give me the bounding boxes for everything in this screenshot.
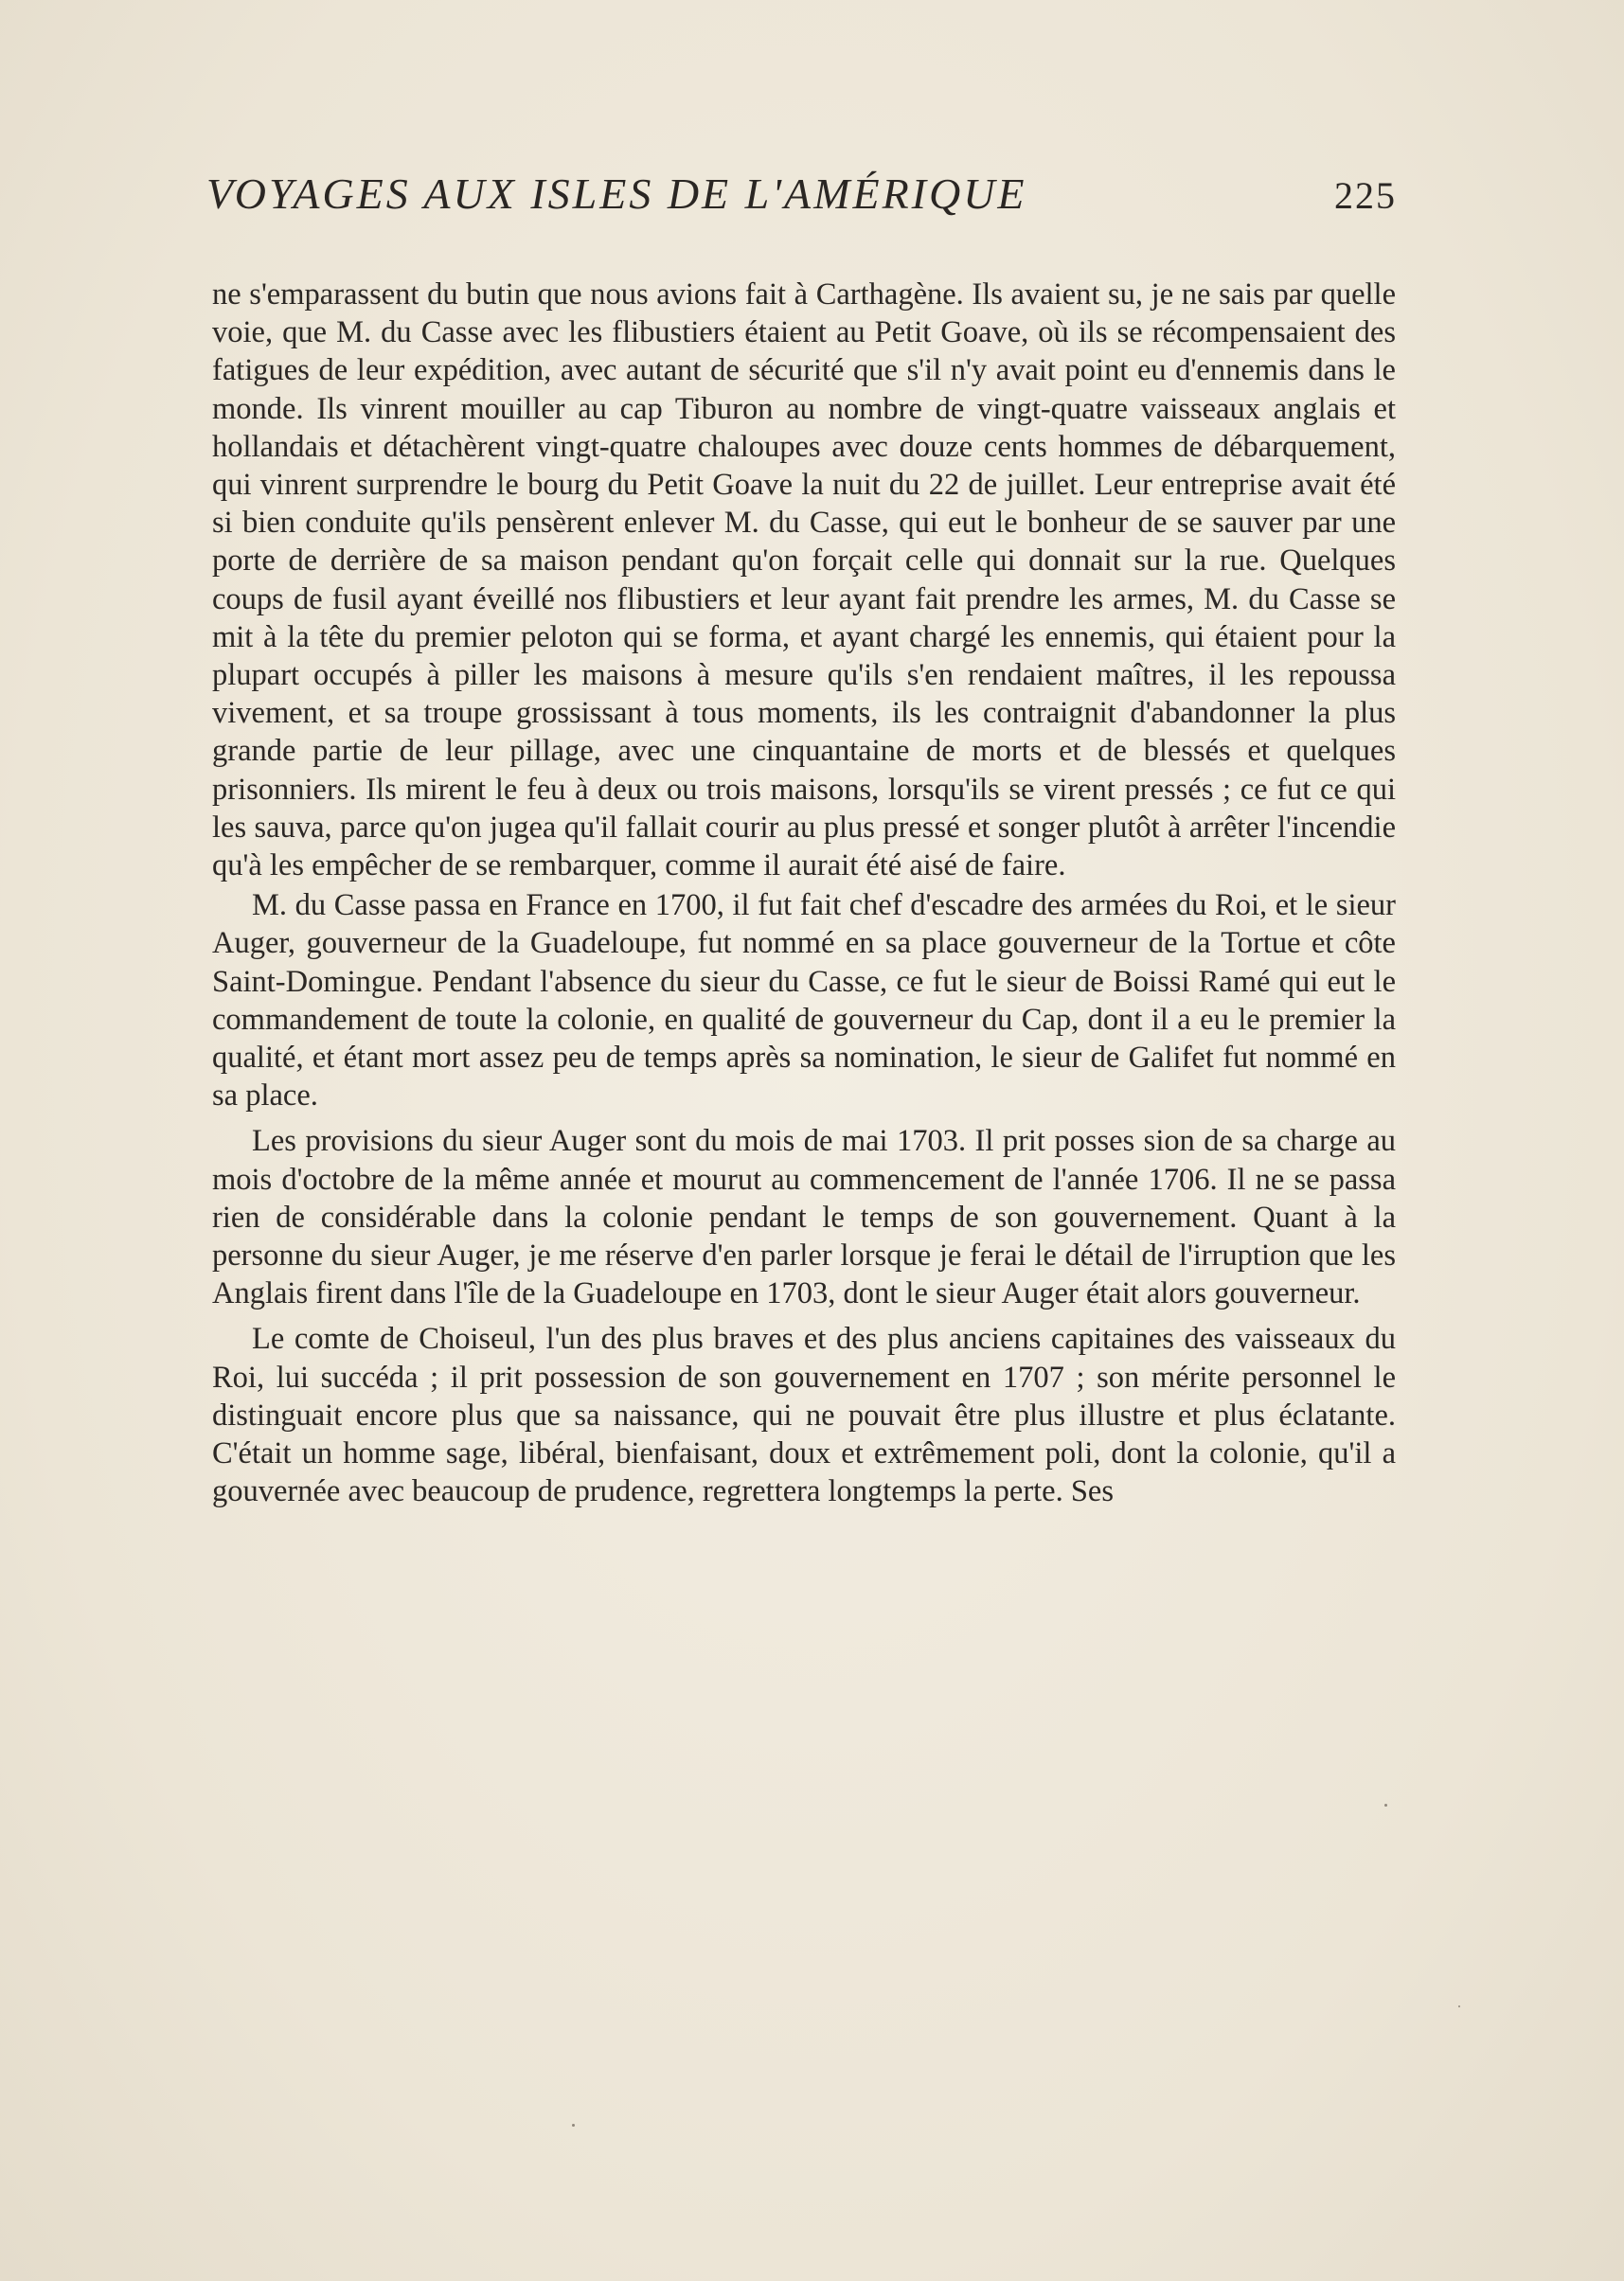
running-header [206, 169, 1397, 235]
paragraph-3: Les provisions du sieur Auger sont du mois de mai 1703. Il prit posses sion de sa charge au mois d'octobre de la même année et mourut au commencement de l'année 1706. Il ne se passa rien de considérable dans la colonie pendant le temps de son gouvernement. Quant à la personne du sieur Auger, je me réserve d'en parler lorsque je ferai le détail de l'irruption que les Anglais firent dans l'île de la Guadeloupe en 1703, dont le sieur Auger était alors gouverneur. [212, 1124, 1396, 1311]
paper-speck [572, 2124, 575, 2127]
paper-speck [1384, 1804, 1387, 1807]
running-title: VOYAGES AUX ISLES DE L'AMÉRIQUE [206, 169, 1027, 218]
body-text [212, 276, 1396, 1511]
page-number: 225 [1334, 174, 1397, 217]
paper-speck [1458, 2005, 1460, 2007]
paragraph-4: Le comte de Choiseul, l'un des plus braves et des plus anciens capitaines des vaisseaux du Roi, lui succéda ; il prit possession de son gouvernement en 1707 ; son mérite personnel le distinguait encore plus que sa naissance, qui ne pouvait être plus illustre et plus éclatante. C'était un homme sage, libéral, bienfaisant, doux et extrêmement poli, dont la colonie, qu'il a gouvernée avec beaucoup de prudence, regrettera longtemps la perte. Ses [212, 1322, 1396, 1509]
paragraph-2: M. du Casse passa en France en 1700, il fut fait chef d'escadre des armées du Roi, et le sieur Auger, gouverneur de la Guadeloupe, fut nommé en sa place gouverneur de la Tortue et côte Saint-Domingue. Pendant l'absence du sieur du Casse, ce fut le sieur de Boissi Ramé qui eut le commandement de toute la colonie, en qualité de gouverneur du Cap, dont il a eu le premier la qualité, et étant mort assez peu de temps après sa nomination, le sieur de Galifet fut nommé en sa place. [212, 888, 1396, 1114]
paragraph-1: ne s'emparassent du butin que nous avions fait à Carthagène. Ils avaient su, je ne sais par quelle voie, que M. du Casse avec les flibustiers étaient au Petit Goave, où ils se récompensaient des fatigues de leur expédition, avec autant de sécurité que s'il n'y avait point eu d'ennemis dans le monde. Ils vinrent mouiller au cap Tiburon au nombre de vingt-quatre vaisseaux anglais et hollandais et détachèrent vingt-quatre chaloupes avec douze cents hommes de débarquement, qui vinrent surprendre le bourg du Petit Goave la nuit du 22 de juillet. Leur entreprise avait été si bien conduite qu'ils pensèrent enlever M. du Casse, qui eut le bonheur de se sauver par une porte de derrière de sa maison pendant qu'on forçait celle qui donnait sur la rue. Quelques coups de fusil ayant éveillé nos flibustiers et leur ayant fait prendre les armes, M. du Casse se mit à la tête du premier peloton qui se forma, et ayant chargé les ennemis, qui étaient pour la plupart occupés à piller les maisons à mesure qu'ils s'en rendaient maîtres, il les repoussa vivement, et sa troupe grossissant à tous moments, ils les contraignit d'abandonner la plus grande partie de leur pillage, avec une cinquantaine de morts et de blessés et quelques prisonniers. Ils mirent le feu à deux ou trois maisons, lorsqu'ils se virent pressés ; ce fut ce qui les sauva, parce qu'on jugea qu'il fallait courir au plus pressé et songer plutôt à arrêter l'incendie qu'à les empêcher de se rembarquer, comme il aurait été aisé de faire. [212, 277, 1396, 883]
